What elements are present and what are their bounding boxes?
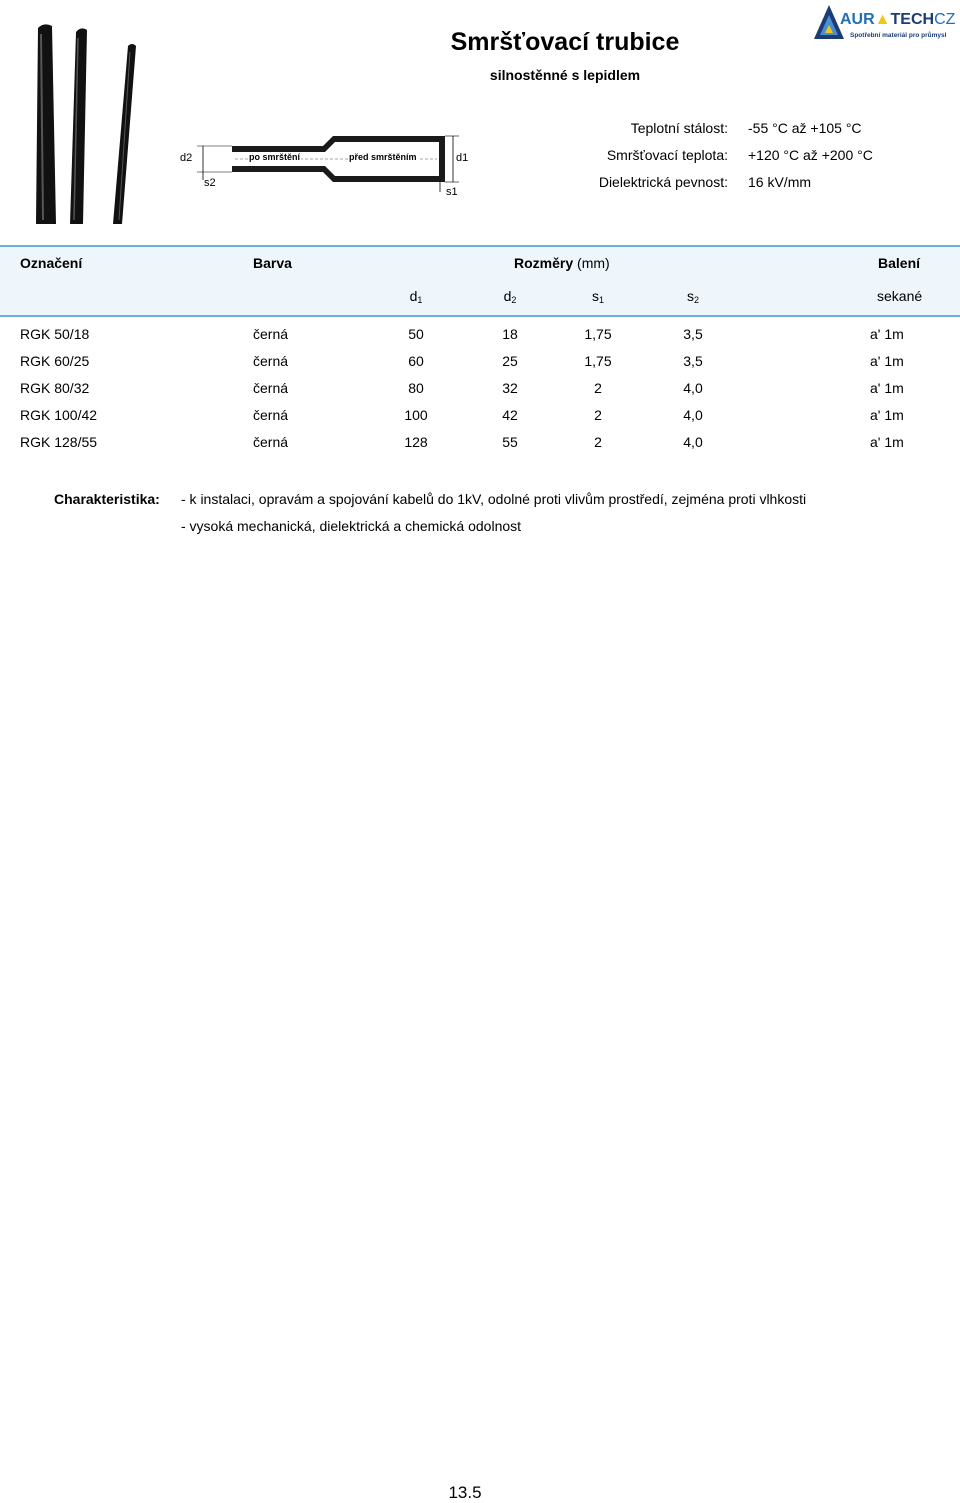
cell-packaging: a' 1m: [870, 326, 904, 342]
diagram-s1-label: s1: [446, 186, 458, 198]
logo-text-aur: AUR: [840, 11, 875, 28]
cell-d1: 60: [408, 353, 424, 369]
cell-s2: 4,0: [683, 407, 703, 423]
diagram-s2-label: s2: [204, 177, 216, 189]
logo-tagline: Spotřební materiál pro průmysl: [850, 32, 947, 39]
cell-d1: 80: [408, 380, 424, 396]
cell-d2: 55: [502, 434, 518, 450]
th-d2-sub: 2: [511, 295, 517, 305]
page-title: Smršťovací trubice: [450, 28, 680, 56]
cell-d2: 25: [502, 353, 518, 369]
th-dimensions-unit: (mm): [577, 255, 610, 271]
cell-packaging: a' 1m: [870, 434, 904, 450]
cell-s1: 2: [594, 407, 602, 423]
cell-color: černá: [253, 380, 289, 396]
th-color: Barva: [253, 255, 292, 271]
cell-d2: 42: [502, 407, 518, 423]
logo-a-icon: ▲: [874, 11, 891, 28]
cell-color: černá: [253, 353, 289, 369]
th-dimensions: [514, 255, 610, 271]
prop-value-temperature: -55 °C až +105 °C: [748, 120, 862, 136]
cell-d2: 32: [502, 380, 518, 396]
th-d1-letter: d: [409, 288, 418, 304]
characteristics-line: - vysoká mechanická, dielektrická a chemická odolnost: [181, 518, 522, 534]
cell-color: černá: [253, 326, 289, 342]
table-row: [0, 353, 960, 373]
th-s2-sub: 2: [693, 295, 699, 305]
prop-label-temperature: Teplotní stálost:: [630, 120, 728, 136]
cell-s1: 2: [594, 380, 602, 396]
diagram-label-before: před smrštěním: [349, 152, 417, 162]
cell-s2: 4,0: [683, 380, 703, 396]
th-s1-sub: 1: [598, 295, 604, 305]
characteristics-label: Charakteristika:: [54, 491, 160, 507]
cell-designation: RGK 100/42: [20, 407, 98, 423]
cell-designation: RGK 80/32: [20, 380, 90, 396]
th-s2-letter: s: [686, 288, 694, 304]
prop-value-shrink-temp: +120 °C až +200 °C: [748, 147, 873, 163]
cell-packaging: a' 1m: [870, 353, 904, 369]
cell-s1: 2: [594, 434, 602, 450]
prop-label-dielectric: Dielektrická pevnost:: [598, 174, 728, 190]
th-d1-sub: 1: [417, 295, 423, 305]
table-row: [0, 407, 960, 427]
prop-value-dielectric: 16 kV/mm: [748, 174, 812, 190]
cell-d1: 128: [404, 434, 428, 450]
cell-color: černá: [253, 434, 289, 450]
cell-s2: 3,5: [683, 326, 703, 342]
th-s1: [558, 288, 638, 305]
table-row: [0, 326, 960, 346]
table-row: [0, 380, 960, 400]
page-subtitle: silnostěnné s lepidlem: [489, 67, 641, 83]
cell-d2: 18: [502, 326, 518, 342]
cell-designation: RGK 60/25: [20, 353, 90, 369]
auratech-logo: [812, 3, 956, 43]
cell-s2: 4,0: [683, 434, 703, 450]
table-row: [0, 434, 960, 454]
cell-s1: 1,75: [584, 326, 612, 342]
table-header: [0, 245, 960, 317]
cell-packaging: a' 1m: [870, 380, 904, 396]
cell-designation: RGK 50/18: [20, 326, 90, 342]
cell-color: černá: [253, 407, 289, 423]
th-s1-letter: s: [591, 288, 599, 304]
page-number: 13.5: [448, 1483, 482, 1502]
th-s2: [653, 288, 733, 305]
tube-dimension-diagram: [175, 128, 475, 210]
th-packaging: Balení: [878, 255, 921, 271]
th-dimensions-label: Rozměry: [514, 255, 574, 271]
cell-designation: RGK 128/55: [20, 434, 98, 450]
th-packaging-sub: sekané: [877, 288, 923, 304]
th-d2: [470, 288, 550, 305]
logo-text-tech: TECH: [890, 11, 935, 28]
cell-s2: 3,5: [683, 353, 703, 369]
characteristics-line: - k instalaci, opravám a spojování kabelů do 1kV, odolné proti vlivům prostředí, zejména proti vlhkosti: [181, 491, 807, 507]
diagram-d2-label: d2: [180, 152, 193, 164]
tubes-photo: [30, 20, 150, 225]
th-d2-letter: d: [503, 288, 512, 304]
cell-d1: 50: [408, 326, 424, 342]
logo-text-cz: CZ: [934, 11, 956, 28]
th-d1: [376, 288, 456, 305]
diagram-label-after: po smrštění: [249, 152, 301, 162]
prop-label-shrink-temp: Smršťovací teplota:: [606, 147, 728, 163]
th-designation: Označení: [20, 255, 83, 271]
cell-s1: 1,75: [584, 353, 612, 369]
cell-packaging: a' 1m: [870, 407, 904, 423]
cell-d1: 100: [404, 407, 428, 423]
diagram-d1-label: d1: [456, 152, 469, 164]
